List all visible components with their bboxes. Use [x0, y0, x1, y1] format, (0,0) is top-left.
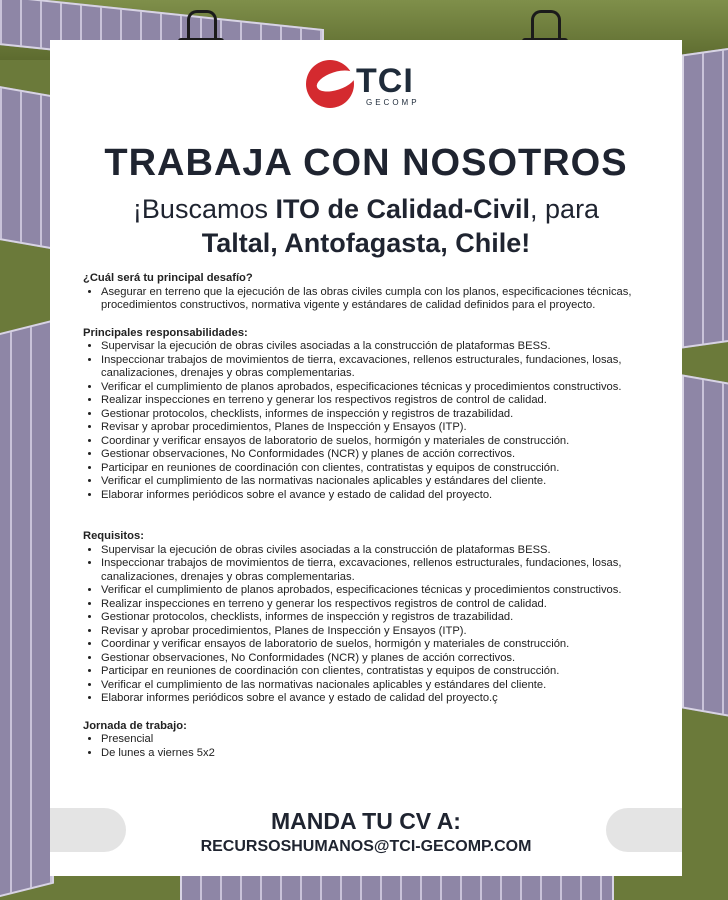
- section-heading: Principales responsabilidades:: [83, 326, 248, 339]
- subtitle: [50, 192, 682, 260]
- list-item: • Verificar el cumplimiento de planos aprobados, especificaciones técnicas y procedimientos constructivos.: [101, 584, 653, 598]
- logo-text: TCI: [356, 62, 414, 100]
- list-item: • Gestionar protocolos, checklists, informes de inspección y registros de trazabilidad.: [101, 611, 653, 625]
- subtitle-location: Taltal, Antofagasta, Chile!: [201, 228, 531, 258]
- subtitle-prefix: ¡Buscamos: [132, 194, 276, 224]
- list-item: • Verificar el cumplimiento de planos aprobados, especificaciones técnicas y procedimientos constructivos.: [101, 381, 653, 395]
- solar-panel-row: [682, 46, 728, 349]
- solar-panel-row: [682, 374, 728, 719]
- logo-swirl-icon: [306, 60, 354, 108]
- list-item: • Realizar inspecciones en terreno y generar los respectivos registros de control de calidad.: [101, 598, 653, 612]
- bullet-list: [83, 340, 653, 502]
- bullet-list: [83, 286, 653, 313]
- list-item: • Elaborar informes periódicos sobre el avance y estado de calidad del proyecto.ç: [101, 692, 653, 706]
- solar-panel-row: [0, 320, 54, 900]
- cta-heading: MANDA TU CV A:: [271, 808, 461, 834]
- list-item: • Supervisar la ejecución de obras civiles asociadas a la construcción de plataformas BESS.: [101, 340, 653, 354]
- list-item: • Realizar inspecciones en terreno y generar los respectivos registros de control de calidad.: [101, 394, 653, 408]
- list-item: • De lunes a viernes 5x2: [101, 747, 653, 761]
- job-posting-card: [50, 40, 682, 876]
- list-item: • Participar en reuniones de coordinación con clientes, contratistas y equipos de construcción.: [101, 462, 653, 476]
- contact-email[interactable]: RECURSOSHUMANOS@TCI-GECOMP.COM: [200, 838, 532, 855]
- list-item: • Verificar el cumplimiento de las normativas nacionales aplicables y estándares del cliente.: [101, 679, 653, 693]
- list-item: • Coordinar y verificar ensayos de laboratorio de suelos, hormigón y materiales de construcción.: [101, 638, 653, 652]
- subtitle-position: ITO de Calidad-Civil: [275, 194, 531, 224]
- list-item: • Supervisar la ejecución de obras civiles asociadas a la construcción de plataformas BESS.: [101, 544, 653, 558]
- company-logo: [306, 60, 430, 110]
- logo-subtext: GECOMP: [366, 98, 420, 107]
- list-item: • Gestionar observaciones, No Conformidades (NCR) y planes de acción correctivos.: [101, 652, 653, 666]
- bullet-list: [83, 733, 653, 760]
- list-item: • Asegurar en terreno que la ejecución de las obras civiles cumpla con los planos, especificaciones técnicas, procedimientos constructivos, normativa vigente y estándares de calidad definidos para el proyecto.: [101, 286, 653, 313]
- list-item: • Coordinar y verificar ensayos de laboratorio de suelos, hormigón y materiales de construcción.: [101, 435, 653, 449]
- list-item: • Elaborar informes periódicos sobre el avance y estado de calidad del proyecto.: [101, 489, 653, 503]
- bullet-list: [83, 544, 653, 706]
- list-item: • Revisar y aprobar procedimientos, Planes de Inspección y Ensayos (ITP).: [101, 625, 653, 639]
- section-heading: ¿Cuál será tu principal desafío?: [83, 272, 253, 284]
- section-requisitos: [83, 530, 653, 706]
- section-responsabilidades: [83, 327, 653, 503]
- section-desafio: [83, 272, 653, 313]
- solar-panel-row: [180, 874, 614, 900]
- list-item: • Inspeccionar trabajos de movimientos de tierra, excavaciones, rellenos estructurales, fundaciones, losas, canalizaciones, drenajes y obras complementarias.: [101, 354, 653, 381]
- list-item: • Revisar y aprobar procedimientos, Planes de Inspección y Ensayos (ITP).: [101, 421, 653, 435]
- list-item: • Inspeccionar trabajos de movimientos de tierra, excavaciones, rellenos estructurales, fundaciones, losas, canalizaciones, drenajes y obras complementarias.: [101, 557, 653, 584]
- list-item: • Gestionar protocolos, checklists, informes de inspección y registros de trazabilidad.: [101, 408, 653, 422]
- list-item: • Participar en reuniones de coordinación con clientes, contratistas y equipos de construcción.: [101, 665, 653, 679]
- section-heading: Requisitos:: [83, 530, 144, 542]
- section-heading: Jornada de trabajo:: [83, 719, 187, 732]
- list-item: • Verificar el cumplimiento de las normativas nacionales aplicables y estándares del cliente.: [101, 475, 653, 489]
- subtitle-mid: , para: [530, 194, 600, 224]
- list-item: • Presencial: [101, 733, 653, 747]
- list-item: • Gestionar observaciones, No Conformidades (NCR) y planes de acción correctivos.: [101, 448, 653, 462]
- posting-content: [83, 272, 653, 774]
- section-jornada: [83, 720, 653, 761]
- page-title: TRABAJA CON NOSOTROS: [104, 142, 628, 184]
